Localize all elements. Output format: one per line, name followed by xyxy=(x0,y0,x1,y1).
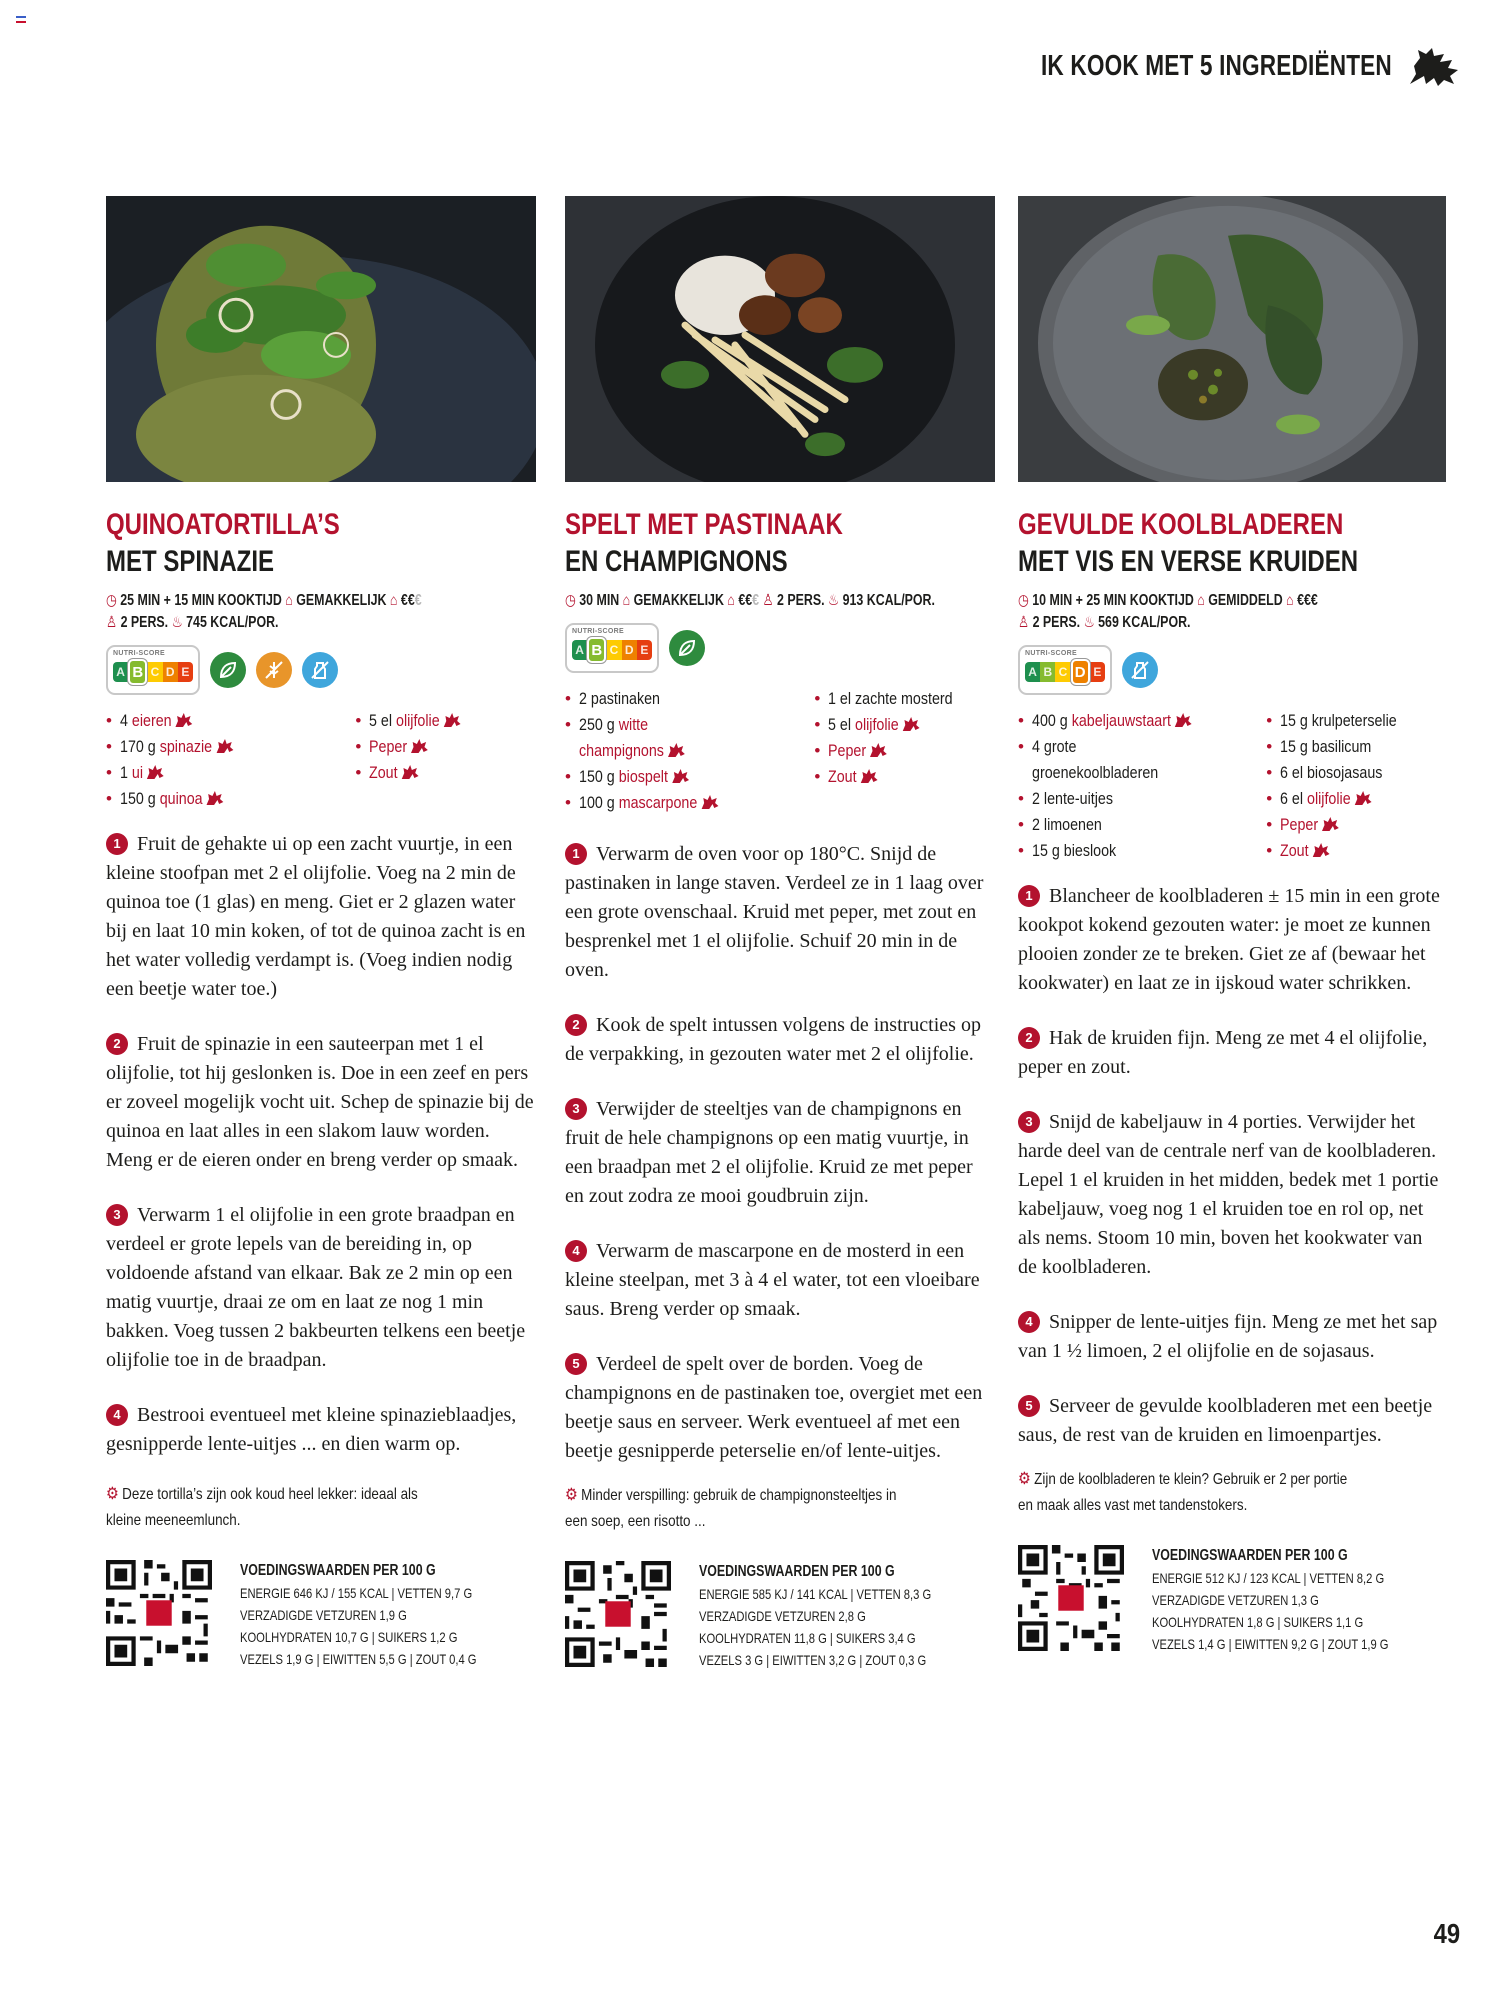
nutrition-line: VERZADIGDE VETZUREN 2,8 G xyxy=(699,1608,866,1624)
ingredient-item: • 100 g mascarpone xyxy=(565,790,814,816)
ingredient-item: • 250 g witte xyxy=(565,712,814,738)
nutrition-line: KOOLHYDRATEN 1,8 G | SUIKERS 1,1 G xyxy=(1152,1614,1364,1630)
step-number: 3 xyxy=(565,1098,587,1120)
nutrition-line: VEZELS 3 G | EIWITTEN 3,2 G | ZOUT 0,3 G xyxy=(699,1652,927,1668)
basket-icon: ⌂ xyxy=(389,592,398,609)
ingredients-right xyxy=(1266,708,1446,864)
nutri-score-label: NUTRI-SCORE xyxy=(113,650,165,657)
ingredients-left xyxy=(106,708,355,812)
nutri-score-active: D xyxy=(1071,659,1090,685)
prep-time: 30 MIN xyxy=(579,592,620,609)
nutrition-line: VEZELS 1,4 G | EIWITTEN 9,2 G | ZOUT 1,9 G xyxy=(1152,1636,1389,1652)
nutrition-line: VEZELS 1,9 G | EIWITTEN 5,5 G | ZOUT 0,4 G xyxy=(240,1651,477,1667)
ingredient-item: • 400 g kabeljauwstaart xyxy=(1018,708,1266,734)
lion-logo-icon xyxy=(1408,44,1460,88)
lactose-free-icon xyxy=(302,652,338,688)
kcal: 913 KCAL/POR. xyxy=(842,592,935,609)
lion-mark-icon xyxy=(667,742,685,758)
basket-icon: ⌂ xyxy=(727,592,735,609)
lion-mark-icon xyxy=(215,738,233,754)
step-number: 4 xyxy=(106,1404,128,1426)
recipe-title xyxy=(106,506,536,580)
nutri-score-badge: NUTRI-SCORE A B C D E xyxy=(106,645,200,695)
price-level: €€ xyxy=(738,592,753,609)
recipe-title xyxy=(565,506,995,580)
top-corner-mark xyxy=(16,16,26,23)
ingredients-left xyxy=(1018,708,1266,864)
chef-hat-icon: ⌂ xyxy=(285,592,293,609)
lion-mark-icon xyxy=(1354,790,1372,806)
step-number: 4 xyxy=(565,1240,587,1262)
recipe-title-red: GEVULDE KOOLBLADEREN xyxy=(1018,508,1344,541)
recipe-photo-spelt-parsnip xyxy=(565,196,995,484)
nutrition-line: KOOLHYDRATEN 10,7 G | SUIKERS 1,2 G xyxy=(240,1629,458,1645)
step-number: 2 xyxy=(1018,1027,1040,1049)
recipe-title-red: QUINOATORTILLA’S xyxy=(106,508,340,541)
servings: 2 PERS. xyxy=(777,592,825,609)
page-number: 49 xyxy=(1433,1918,1460,1949)
recipe-title-black: MET VIS EN VERSE KRUIDEN xyxy=(1018,545,1359,578)
badges xyxy=(565,622,995,674)
nutrition-line: KOOLHYDRATEN 11,8 G | SUIKERS 3,4 G xyxy=(699,1630,916,1646)
nutri-score-label: NUTRI-SCORE xyxy=(1025,650,1077,657)
lion-mark-icon xyxy=(206,790,224,806)
lion-mark-icon xyxy=(870,742,888,758)
step: 4 Bestrooi eventueel met kleine spinazieblaadjes, gesnipperde lente-uitjes ... en dien warm op. xyxy=(106,1404,517,1455)
recipe-title xyxy=(1018,506,1446,580)
servings: 2 PERS. xyxy=(120,614,169,631)
ingredient-item: • Zout xyxy=(814,764,995,790)
lion-mark-icon xyxy=(401,764,419,780)
preparation-steps xyxy=(565,840,995,1466)
step-number: 1 xyxy=(1018,885,1040,907)
step: 4 Snipper de lente-uitjes fijn. Meng ze met het sap van 1 ½ limoen, 2 el olijfolie en de sojasaus. xyxy=(1018,1311,1438,1362)
qr-code[interactable] xyxy=(1018,1545,1124,1651)
step-number: 1 xyxy=(106,833,128,855)
recipe-photo-quinoa-tortillas xyxy=(106,196,536,484)
lion-mark-icon xyxy=(902,716,920,732)
nutrition-line: ENERGIE 512 KJ / 123 KCAL | VETTEN 8,2 G xyxy=(1152,1570,1385,1586)
qr-code[interactable] xyxy=(565,1561,671,1667)
difficulty: GEMIDDELD xyxy=(1208,592,1283,609)
person-icon: ♙ xyxy=(106,614,118,631)
step: 2 Kook de spelt intussen volgens de instructies op de verpakking, in gezouten water met 2 el olijfolie. xyxy=(565,1014,981,1065)
prep-time: 25 MIN + 15 MIN KOOKTIJD xyxy=(120,592,282,609)
nutrition-line: VERZADIGDE VETZUREN 1,9 G xyxy=(240,1607,407,1623)
flame-icon: ♨ xyxy=(828,592,840,609)
ingredient-item: • 2 pastinaken xyxy=(565,686,814,712)
ingredient-item: • 170 g spinazie xyxy=(106,734,355,760)
lion-mark-icon xyxy=(1312,842,1330,858)
lightbulb-icon: ⚙ xyxy=(1018,1469,1031,1488)
recipe-meta xyxy=(1018,590,1446,634)
step: 1 Fruit de gehakte ui op een zacht vuurtje, in een kleine stoofpan met 2 el olijfolie. Voeg na 2 min de quinoa toe (1 glas) en meng. Giet er 2 glazen water bij en laat 10 min koken, of tot de quinoa zacht is en het water volledig verdampt is. (Voeg indien nodig een beetje water toe.) xyxy=(106,833,526,1000)
kcal: 745 KCAL/POR. xyxy=(186,614,279,631)
step: 3 Verwijder de steeltjes van de champignons en fruit de hele champignons op een matig vuurtje, in een braadpan met 2 el olijfolie. Kruid ze met peper en zout zodra ze mooi goudbruin zijn. xyxy=(565,1098,973,1207)
recipe-title-red: SPELT MET PASTINAAK xyxy=(565,508,843,541)
qr-code[interactable] xyxy=(106,1560,212,1666)
step-number: 3 xyxy=(1018,1111,1040,1133)
recipe-meta xyxy=(565,590,995,612)
chef-hat-icon: ⌂ xyxy=(622,592,631,609)
basket-icon: ⌂ xyxy=(1286,592,1294,609)
nutrition-block xyxy=(1018,1545,1446,1655)
nutrition-line: ENERGIE 646 KJ / 155 KCAL | VETTEN 9,7 G xyxy=(240,1585,473,1601)
page-title: IK KOOK MET 5 INGREDIËNTEN xyxy=(1041,49,1392,82)
ingredients xyxy=(106,708,536,812)
lactose-free-icon xyxy=(1122,652,1158,688)
kcal: 569 KCAL/POR. xyxy=(1098,614,1191,631)
price-level-dim: € xyxy=(414,592,422,609)
preparation-steps xyxy=(1018,882,1446,1450)
lion-mark-icon xyxy=(443,712,461,728)
ingredient-item: • 6 el olijfolie xyxy=(1266,786,1446,812)
step: 2 Hak de kruiden fijn. Meng ze met 4 el olijfolie, peper en zout. xyxy=(1018,1027,1428,1078)
nutrition-line: ENERGIE 585 KJ / 141 KCAL | VETTEN 8,3 G xyxy=(699,1586,932,1602)
ingredient-item: • 1 el zachte mosterd xyxy=(814,686,995,712)
recipe-title-black: MET SPINAZIE xyxy=(106,545,275,578)
step: 4 Verwarm de mascarpone en de mosterd in een kleine steelpan, met 3 à 4 el water, tot een vloeibare saus. Breng verder op smaak. xyxy=(565,1240,980,1320)
lion-mark-icon xyxy=(146,764,164,780)
ingredient-item: • Peper xyxy=(814,738,995,764)
price-level-dim: € xyxy=(752,592,760,609)
ingredient-item: • 15 g krulpeterselie xyxy=(1266,708,1446,734)
ingredient-item: • Peper xyxy=(1266,812,1446,838)
person-icon: ♙ xyxy=(1018,614,1030,631)
nutrition-title: VOEDINGSWAARDEN PER 100 G xyxy=(240,1562,436,1579)
price-level: €€ xyxy=(400,592,415,609)
ingredients-right xyxy=(355,708,536,812)
ingredient-item: • 2 limoenen xyxy=(1018,812,1266,838)
nutrition-block xyxy=(106,1560,536,1670)
step-number: 5 xyxy=(1018,1395,1040,1417)
chef-hat-icon: ⌂ xyxy=(1197,592,1205,609)
vegetarian-icon xyxy=(669,630,705,666)
nutrition-title: VOEDINGSWAARDEN PER 100 G xyxy=(1152,1547,1348,1564)
recipe-photo-stuffed-cabbage xyxy=(1018,196,1446,484)
ingredient-item: • 5 el olijfolie xyxy=(355,708,536,734)
lion-mark-icon xyxy=(1174,712,1192,728)
ingredient-item: • 4 eieren xyxy=(106,708,355,734)
recipe-meta xyxy=(106,590,536,634)
ingredient-item: • Zout xyxy=(1266,838,1446,864)
step: 3 Snijd de kabeljauw in 4 porties. Verwijder het harde deel van de centrale nerf van de koolbladeren. Lepel 1 el kruiden in het midden, bedek met 1 portie kabeljauw, voeg nog 1 el kruiden toe en rol op, net als nems. Stoom 10 min, boven het kookwater van de koolbladeren. xyxy=(1018,1111,1439,1278)
ingredient-item: • 6 el biosojasaus xyxy=(1266,760,1446,786)
nutrition-block xyxy=(565,1561,995,1671)
servings: 2 PERS. xyxy=(1032,614,1081,631)
ingredient-item: • 4 grote xyxy=(1018,734,1266,760)
ingredient-item: • 150 g quinoa xyxy=(106,786,355,812)
step-number: 4 xyxy=(1018,1311,1040,1333)
step: 5 Verdeel de spelt over de borden. Voeg de champignons en de pastinaken toe, overgiet met een beetje saus en serveer. Werk eventueel af met een beetje gesnipperde peterselie en/of lente-uitjes. xyxy=(565,1353,983,1462)
clock-icon: ◷ xyxy=(1018,592,1029,609)
lion-mark-icon xyxy=(701,794,719,810)
recipe-column-1 xyxy=(106,196,536,1670)
ingredient-item: groenekoolbladeren xyxy=(1032,763,1159,782)
nutrition-line: VERZADIGDE VETZUREN 1,3 G xyxy=(1152,1592,1319,1608)
clock-icon: ◷ xyxy=(565,592,576,609)
step: 5 Serveer de gevulde koolbladeren met een beetje saus, de rest van de kruiden en limoenpartjes. xyxy=(1018,1395,1433,1446)
lightbulb-icon: ⚙ xyxy=(106,1484,119,1503)
gluten-free-icon xyxy=(256,652,292,688)
nutri-score-active: B xyxy=(587,637,606,663)
lightbulb-icon: ⚙ xyxy=(565,1485,578,1504)
ingredient-item: • 15 g basilicum xyxy=(1266,734,1446,760)
step: 2 Fruit de spinazie in een sauteerpan met 1 el olijfolie, tot hij geslonken is. Doe in een zeef en pers er zoveel mogelijk vocht uit. Schep de spinazie bij de quinoa en laat alles in een slakom lauw worden. Meng er de eieren onder en breng verder op smaak. xyxy=(106,1033,534,1171)
tip: ⚙ Minder verspilling: gebruik de champignonsteeltjes in een soep, een risotto ... xyxy=(565,1485,897,1530)
preparation-steps xyxy=(106,830,536,1459)
lion-mark-icon xyxy=(1322,816,1340,832)
ingredient-item: • 5 el olijfolie xyxy=(814,712,995,738)
ingredient-item: • Zout xyxy=(355,760,536,786)
flame-icon: ♨ xyxy=(171,614,183,631)
step: 1 Blancheer de koolbladeren ± 15 min in een grote kookpot kokend gezouten water: je moet ze kunnen plooien zonder ze te breken. Giet ze af (bewaar het kookwater) en laat ze in ijskoud water schrikken. xyxy=(1018,885,1440,994)
recipe-column-3 xyxy=(1018,196,1446,1655)
nutrition-values xyxy=(699,1561,989,1671)
badges xyxy=(106,644,536,696)
flame-icon: ♨ xyxy=(1083,614,1095,631)
difficulty: GEMAKKELIJK xyxy=(633,592,724,609)
page-header xyxy=(942,44,1460,88)
step: 1 Verwarm de oven voor op 180°C. Snijd de pastinaken in lange staven. Verdeel ze in 1 laag over een grote ovenschaal. Kruid met peper, met zout en besprenkel met 1 el olijfolie. Schuif 20 min in de oven. xyxy=(565,843,984,981)
step: 3 Verwarm 1 el olijfolie in een grote braadpan en verdeel er grote lepels van de bereiding in, op voldoende afstand van elkaar. Bak ze 2 min op een matig vuurtje, draai ze om en laat ze nog 1 min bakken. Voeg tussen 2 bakbeurten telkens een beetje olijfolie toe in de braadpan. xyxy=(106,1204,526,1371)
step-number: 5 xyxy=(565,1353,587,1375)
lion-mark-icon xyxy=(175,712,193,728)
nutrition-values xyxy=(240,1560,536,1670)
step-number: 2 xyxy=(106,1033,128,1055)
ingredient-item: • 15 g bieslook xyxy=(1018,838,1266,864)
nutrition-values xyxy=(1152,1545,1448,1655)
ingredient-item: • 1 ui xyxy=(106,760,355,786)
ingredient-item: • 150 g biospelt xyxy=(565,764,814,790)
ingredients xyxy=(1018,708,1446,864)
prep-time: 10 MIN + 25 MIN KOOKTIJD xyxy=(1032,592,1194,609)
step-number: 1 xyxy=(565,843,587,865)
recipe-column-2 xyxy=(565,196,995,1671)
lion-mark-icon xyxy=(860,768,878,784)
ingredient-item: • 2 lente-uitjes xyxy=(1018,786,1266,812)
nutri-score-badge: NUTRI-SCORE A B C D E xyxy=(1018,645,1112,695)
lion-mark-icon xyxy=(411,738,429,754)
ingredient-item: • Peper xyxy=(355,734,536,760)
step-number: 3 xyxy=(106,1204,128,1226)
price-level: €€€ xyxy=(1297,592,1318,609)
ingredient-item: champignons xyxy=(565,738,814,764)
ingredients-right xyxy=(814,686,995,816)
difficulty: GEMAKKELIJK xyxy=(296,592,387,609)
nutri-score-label: NUTRI-SCORE xyxy=(572,628,624,635)
ingredients xyxy=(565,686,995,816)
recipe-title-black: EN CHAMPIGNONS xyxy=(565,545,788,578)
tip: ⚙ Zijn de koolbladeren te klein? Gebruik er 2 per portie en maak alles vast met tandenstokers. xyxy=(1018,1469,1348,1514)
nutri-score-active: B xyxy=(128,659,147,685)
vegetarian-icon xyxy=(210,652,246,688)
tip: ⚙ Deze tortilla’s zijn ook koud heel lekker: ideaal als kleine meeneemlunch. xyxy=(106,1484,418,1529)
step-number: 2 xyxy=(565,1014,587,1036)
nutri-score-badge: NUTRI-SCORE A B C D E xyxy=(565,623,659,673)
ingredients-left xyxy=(565,686,814,816)
clock-icon: ◷ xyxy=(106,592,117,609)
person-icon: ♙ xyxy=(762,592,774,609)
badges xyxy=(1018,644,1446,696)
nutrition-title: VOEDINGSWAARDEN PER 100 G xyxy=(699,1563,895,1580)
lion-mark-icon xyxy=(671,768,689,784)
